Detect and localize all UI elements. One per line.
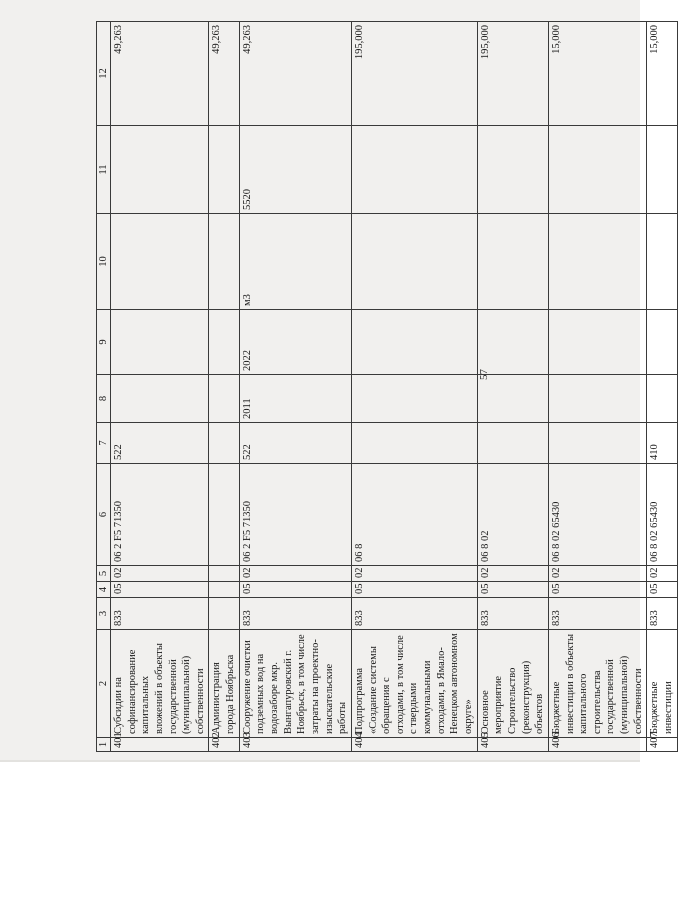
cell-target: 06 2 F5 71350 <box>111 464 209 566</box>
cell-ministry <box>209 598 239 630</box>
cell-subsection: 02 <box>351 566 477 582</box>
row-number: 405 <box>477 738 548 752</box>
cell-amount: 49,263 <box>111 22 209 126</box>
col-header: 3 <box>97 598 111 630</box>
cell-ministry: 833 <box>351 598 477 630</box>
col-header: 8 <box>97 375 111 423</box>
cell-target: 06 8 02 <box>477 464 548 566</box>
cell-unit <box>647 214 677 310</box>
cell-target: 06 8 02 65430 <box>647 464 677 566</box>
col-header: 12 <box>97 22 111 126</box>
col-header: 1 <box>97 738 111 752</box>
cell-expense-type <box>548 423 646 464</box>
cell-ministry: 833 <box>239 598 351 630</box>
cell-subsection: 02 <box>111 566 209 582</box>
cell-section: 05 <box>477 582 548 598</box>
cell-section: 05 <box>548 582 646 598</box>
cell-expense-type: 522 <box>239 423 351 464</box>
cell-end-year <box>477 310 548 375</box>
cell-ministry: 833 <box>647 598 677 630</box>
header-row <box>97 22 111 752</box>
row-name: Сооружение очистки подземных вод на водозаборе мкр. Вынгапуровский г. Ноябрьск, в том числе затраты на проектно-изыскательские работы <box>239 630 351 738</box>
cell-end-year <box>111 310 209 375</box>
cell-section <box>209 582 239 598</box>
table-row <box>111 22 209 752</box>
cell-subsection: 02 <box>477 566 548 582</box>
row-number: 401 <box>111 738 209 752</box>
cell-end-year <box>548 310 646 375</box>
cell-capacity <box>548 126 646 214</box>
row-name: Подпрограмма «Создание системы обращения с отходами, в том числе с твердыми коммунальными отходами, в Ямало-Ненецком автономном округе» <box>351 630 477 738</box>
col-header: 7 <box>97 423 111 464</box>
cell-section: 05 <box>647 582 677 598</box>
row-name: Субсидии на софинансирование капитальных вложений в объекты государственной (муниципальной) собственности <box>111 630 209 738</box>
cell-target: 06 8 <box>351 464 477 566</box>
cell-unit <box>477 214 548 310</box>
col-header: 10 <box>97 214 111 310</box>
page-number: 57 <box>478 369 490 380</box>
cell-expense-type: 522 <box>111 423 209 464</box>
table-row <box>239 22 351 752</box>
cell-end-year <box>351 310 477 375</box>
cell-start-year <box>351 375 477 423</box>
table-row <box>477 22 548 752</box>
cell-amount: 49,263 <box>239 22 351 126</box>
cell-ministry: 833 <box>111 598 209 630</box>
cell-capacity <box>647 126 677 214</box>
col-header: 11 <box>97 126 111 214</box>
cell-section: 05 <box>111 582 209 598</box>
cell-unit <box>111 214 209 310</box>
row-number: 403 <box>239 738 351 752</box>
col-header: 9 <box>97 310 111 375</box>
cell-capacity: 5520 <box>239 126 351 214</box>
cell-section: 05 <box>351 582 477 598</box>
cell-start-year <box>477 375 548 423</box>
row-number: 406 <box>548 738 646 752</box>
cell-amount: 195,000 <box>477 22 548 126</box>
table-row <box>351 22 477 752</box>
row-number: 407 <box>647 738 677 752</box>
cell-subsection: 02 <box>239 566 351 582</box>
cell-capacity <box>111 126 209 214</box>
cell-unit <box>209 214 239 310</box>
cell-expense-type: 410 <box>647 423 677 464</box>
cell-amount: 15,000 <box>548 22 646 126</box>
cell-end-year <box>209 310 239 375</box>
cell-capacity <box>351 126 477 214</box>
cell-start-year <box>647 375 677 423</box>
cell-target: 06 8 02 65430 <box>548 464 646 566</box>
cell-expense-type <box>477 423 548 464</box>
cell-subsection <box>209 566 239 582</box>
col-header: 4 <box>97 582 111 598</box>
table-row <box>647 22 677 752</box>
rotated-table-wrapper <box>96 21 678 752</box>
cell-target: 06 2 F5 71350 <box>239 464 351 566</box>
cell-end-year <box>647 310 677 375</box>
cell-start-year <box>209 375 239 423</box>
cell-unit: м3 <box>239 214 351 310</box>
cell-section: 05 <box>239 582 351 598</box>
cell-unit <box>351 214 477 310</box>
cell-subsection: 02 <box>647 566 677 582</box>
col-header: 2 <box>97 630 111 738</box>
cell-ministry: 833 <box>477 598 548 630</box>
col-header: 6 <box>97 464 111 566</box>
row-number: 402 <box>209 738 239 752</box>
table-row <box>548 22 646 752</box>
cell-unit <box>548 214 646 310</box>
table-row <box>209 22 239 752</box>
cell-amount: 49,263 <box>209 22 239 126</box>
cell-capacity <box>477 126 548 214</box>
cell-amount: 15,000 <box>647 22 677 126</box>
cell-amount: 195,000 <box>351 22 477 126</box>
col-header: 5 <box>97 566 111 582</box>
cell-ministry: 833 <box>548 598 646 630</box>
row-number: 404 <box>351 738 477 752</box>
cell-target <box>209 464 239 566</box>
cell-expense-type <box>209 423 239 464</box>
cell-end-year: 2022 <box>239 310 351 375</box>
cell-capacity <box>209 126 239 214</box>
cell-start-year <box>111 375 209 423</box>
cell-start-year <box>548 375 646 423</box>
cell-subsection: 02 <box>548 566 646 582</box>
row-name: Бюджетные инвестиции <box>647 630 677 738</box>
row-name: Бюджетные инвестиции в объекты капитального строительства государственной (муниципальной) собственности <box>548 630 646 738</box>
row-name: Основное мероприятие Строительство (реконструкция) объектов <box>477 630 548 738</box>
row-name: Администрация города Ноябрьска <box>209 630 239 738</box>
cell-start-year: 2011 <box>239 375 351 423</box>
budget-table <box>96 21 678 752</box>
cell-expense-type <box>351 423 477 464</box>
